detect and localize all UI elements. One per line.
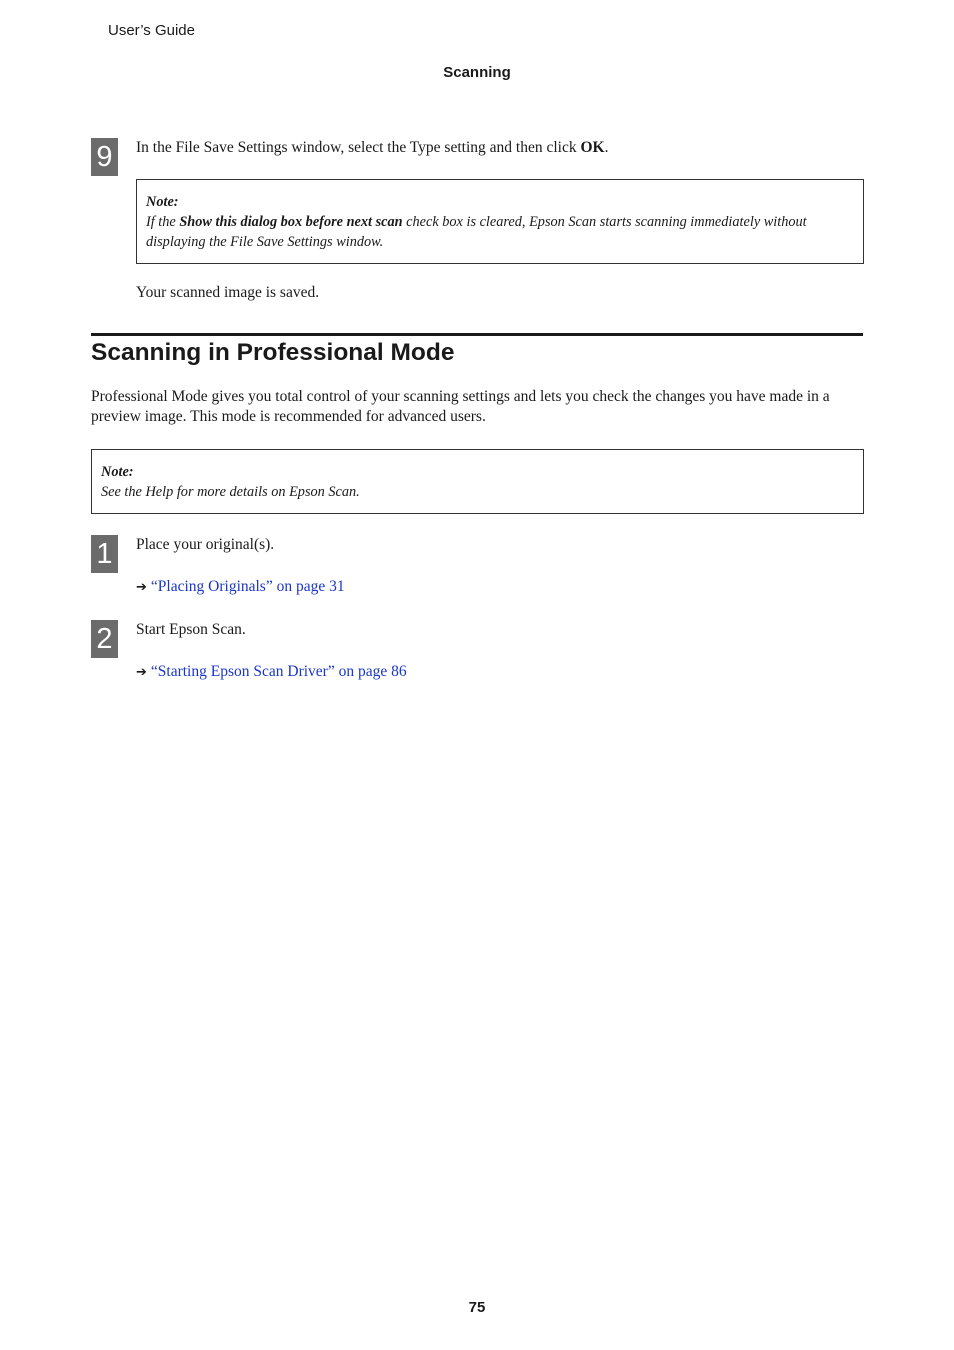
right-arrow-icon: ➔ <box>136 665 147 680</box>
step-text <box>136 138 863 158</box>
note-text-start: If the <box>146 214 180 230</box>
page-number: 75 <box>468 1299 486 1316</box>
page-title: Scanning in Professional Mode <box>91 339 455 366</box>
note-label: Note: <box>101 464 134 480</box>
result-text: Your scanned image is saved. <box>136 284 320 301</box>
step-text: Place your original(s). <box>136 536 275 553</box>
heading-rule <box>91 333 863 336</box>
step-number-badge: 9 <box>91 138 118 176</box>
section-header: Scanning <box>443 64 511 81</box>
step-text-end: . <box>604 139 609 156</box>
link-starting-epson-scan-driver[interactable]: “Starting Epson Scan Driver” on page 86 <box>150 663 407 680</box>
step-number-badge: 1 <box>91 535 118 573</box>
intro-paragraph: Professional Mode gives you total control of your scanning settings and lets you check the changes you have made in a preview image. This mode is recommended for advanced users. <box>91 388 830 425</box>
right-arrow-icon: ➔ <box>136 580 147 595</box>
note-box <box>136 179 864 264</box>
step-text-start: In the File Save Settings window, select the Type setting and then click <box>136 139 581 156</box>
note-box <box>91 449 864 514</box>
step-number-badge: 2 <box>91 620 118 658</box>
cross-reference <box>136 662 407 683</box>
cross-reference <box>136 577 345 598</box>
ok-label: OK <box>580 139 605 156</box>
note-text-end: check box is cleared, Epson Scan starts scanning immediately without displaying the File Save Settings window. <box>146 214 807 250</box>
note-text: See the Help for more details on Epson Scan. <box>101 484 360 500</box>
link-placing-originals[interactable]: “Placing Originals” on page 31 <box>150 578 345 595</box>
step-text: Start Epson Scan. <box>136 621 246 638</box>
note-bold-option: Show this dialog box before next scan <box>179 214 403 230</box>
running-title: User’s Guide <box>108 22 195 39</box>
note-label: Note: <box>146 194 179 210</box>
